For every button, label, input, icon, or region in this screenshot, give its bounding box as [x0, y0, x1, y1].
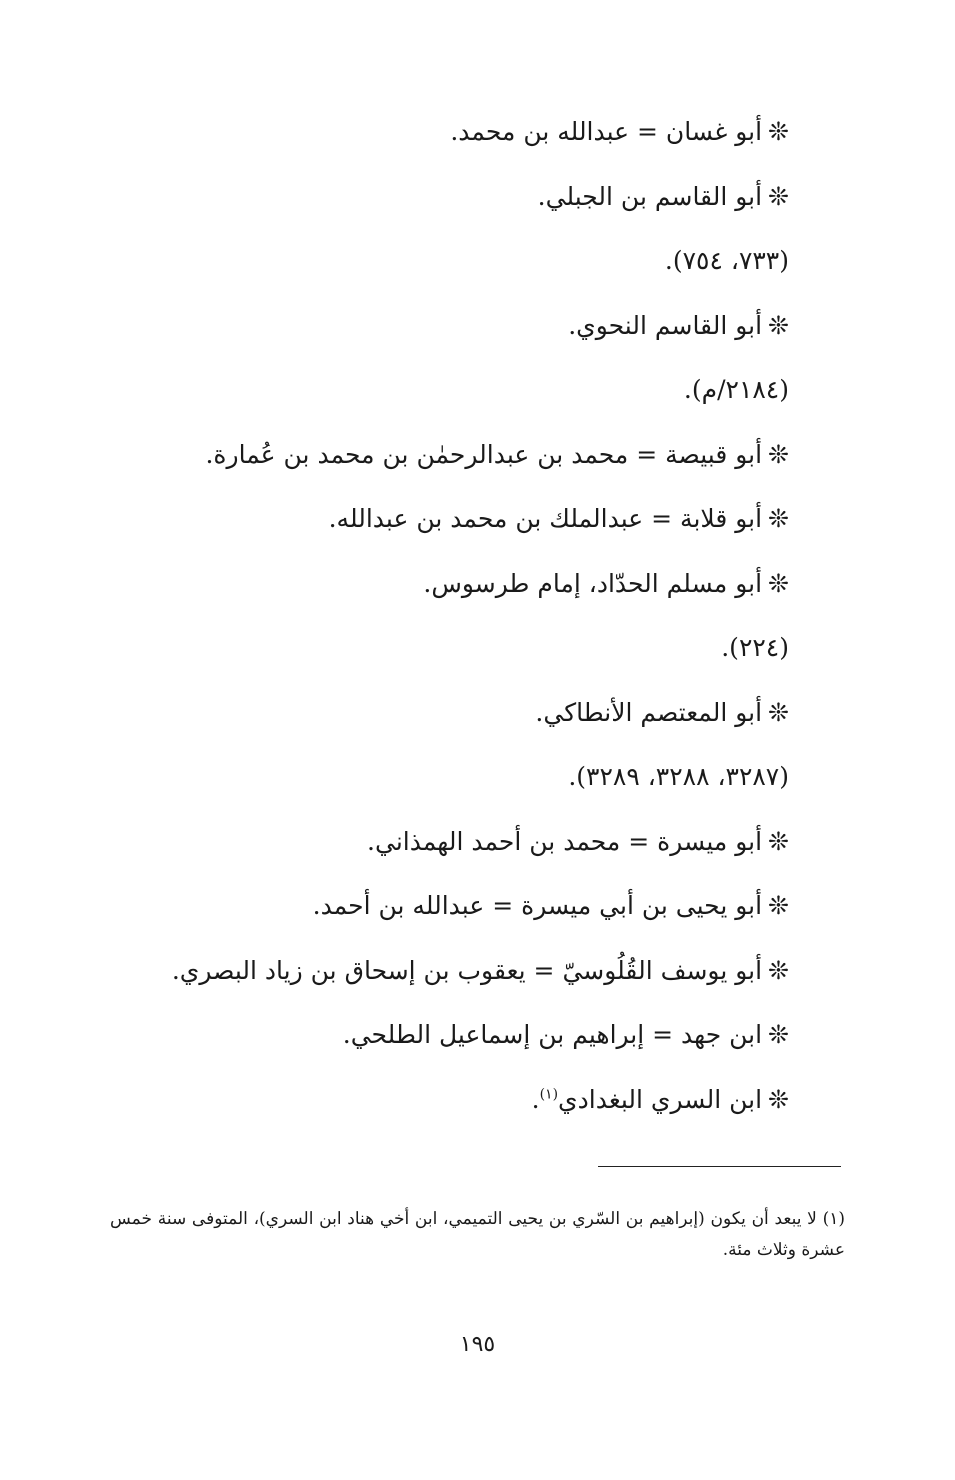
index-entry [89, 229, 789, 294]
index-entry [89, 100, 789, 165]
entry-tail: . [531, 1084, 540, 1114]
entry-text: ابن السري البغدادي [558, 1084, 763, 1114]
entry-text: أبو مسلم الحدّاد، إمام طرسوس. [423, 568, 763, 598]
asterism-icon: ❊ [768, 568, 789, 598]
entry-text: أبو القاسم بن الجبلي. [537, 181, 763, 211]
index-entry [89, 552, 789, 617]
asterism-icon: ❊ [768, 826, 789, 856]
footnote-text: (١) لا يبعد أن يكون (إبراهيم بن السّري بن يحيى التميمي، ابن أخي هناد ابن السري)، المتوفى سنة خمس عشرة وثلاث مئة. [110, 1209, 845, 1260]
index-entry [89, 165, 789, 230]
asterism-icon: ❊ [768, 1020, 789, 1049]
index-entry [89, 1003, 789, 1068]
asterism-icon: ❊ [768, 117, 789, 146]
index-entry [89, 1068, 789, 1133]
entry-text: ابن جهد = إبراهيم بن إسماعيل الطلحي. [342, 1020, 763, 1049]
entry-text: (٢٢٤). [721, 633, 789, 662]
entry-text: (٧٣٣، ٧٥٤). [664, 246, 789, 275]
entry-text: أبو قلابة = عبدالملك بن محمد بن عبدالله. [328, 504, 763, 533]
asterism-icon: ❊ [768, 181, 789, 211]
index-entry [89, 939, 789, 1004]
asterism-icon: ❊ [768, 891, 789, 920]
index-entry [89, 294, 789, 359]
asterism-icon: ❊ [768, 439, 789, 469]
asterism-icon: ❊ [768, 955, 789, 985]
asterism-icon: ❊ [768, 310, 789, 340]
entry-text: (٣٢٨٧، ٣٢٨٨، ٣٢٨٩). [568, 762, 789, 791]
index-entry [89, 810, 789, 875]
entry-text: أبو ميسرة = محمد بن أحمد الهمذاني. [367, 826, 763, 856]
index-entry [89, 745, 789, 810]
entry-text: (٢١٨٤/م). [683, 375, 789, 404]
asterism-icon: ❊ [768, 1084, 789, 1114]
asterism-icon: ❊ [768, 697, 789, 727]
entry-text: أبو المعتصم الأنطاكي. [535, 697, 763, 727]
footnote-reference: (١) [539, 1086, 559, 1103]
index-entry [89, 681, 789, 746]
entry-text: أبو القاسم النحوي. [568, 310, 763, 340]
entry-text: أبو يحيى بن أبي ميسرة = عبدالله بن أحمد. [312, 891, 763, 920]
footnote-separator [598, 1166, 841, 1167]
index-entry [89, 487, 789, 552]
index-entry [89, 616, 789, 681]
index-entries-list [89, 100, 789, 1132]
entry-text: أبو قبيصة = محمد بن عبدالرحمٰن بن محمد بن عُمارة. [205, 439, 763, 469]
page-number: ١٩٥ [459, 1332, 496, 1357]
index-entry [89, 423, 789, 488]
entry-text: أبو غسان = عبدالله بن محمد. [450, 117, 763, 146]
asterism-icon: ❊ [768, 504, 789, 533]
index-entry [89, 874, 789, 939]
index-entry [89, 358, 789, 423]
entry-text: أبو يوسف القُلُوسيّ = يعقوب بن إسحاق بن زياد البصري. [171, 955, 763, 985]
